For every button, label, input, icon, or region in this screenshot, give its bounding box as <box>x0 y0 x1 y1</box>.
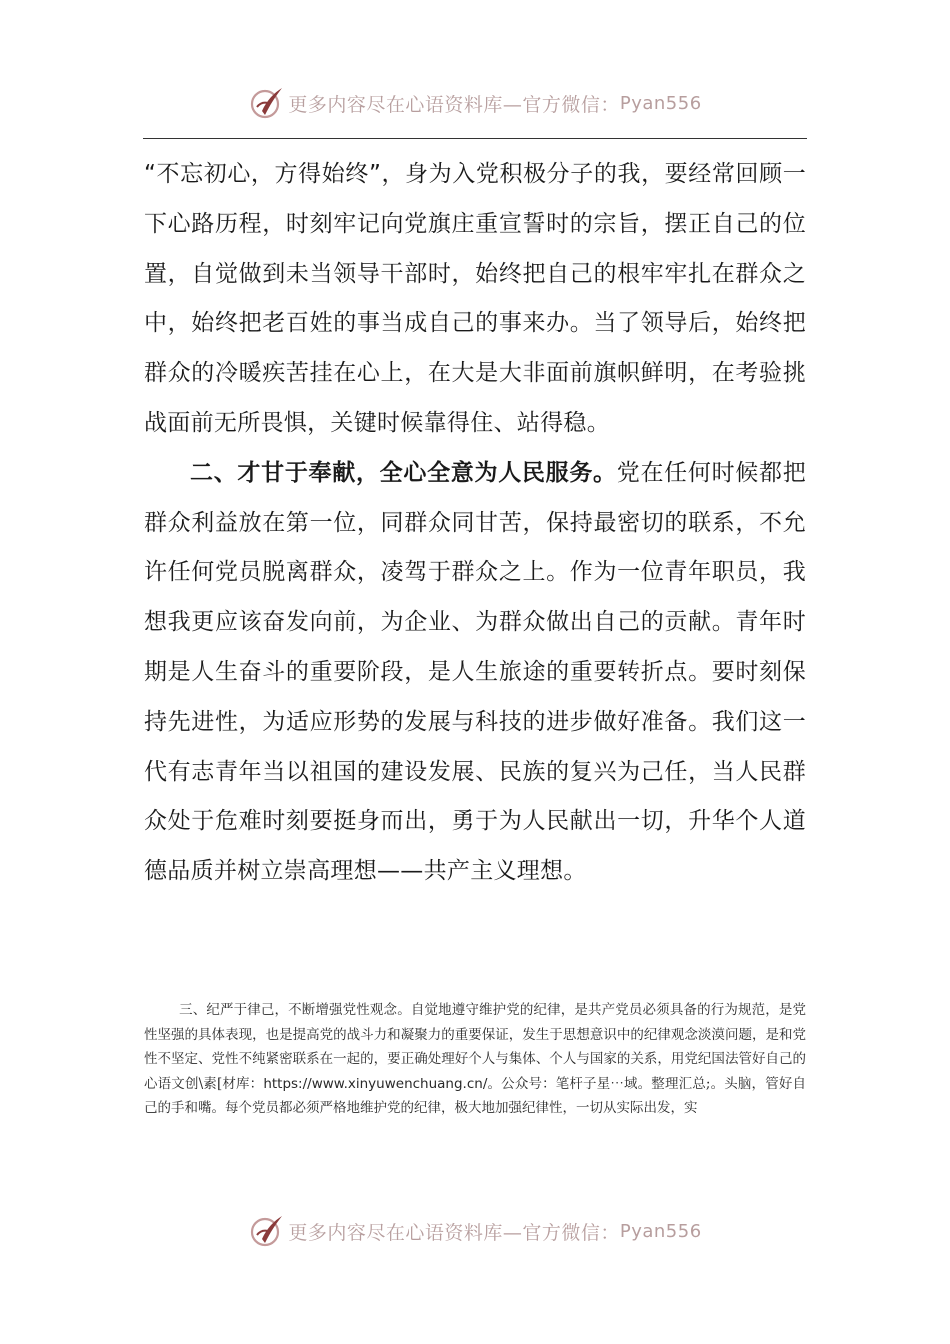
watermark-text: 更多内容尽在心语资料库—官方微信： <box>288 1221 620 1244</box>
quill-logo-icon <box>248 85 284 121</box>
paragraph-3-text-b: 。公众号：笔杆子星⋯域。整理汇总;。头脑，管好自己的手和嘴。每个党员都必须严格地维护党的纪律，极大地加强纪律性，一切从实际出发，实 <box>144 1075 806 1117</box>
section-2-heading: 二、才甘于奉献，全心全意为人民服务。 <box>190 459 617 486</box>
paragraph-3-small <box>144 998 806 1121</box>
paragraph-1: “不忘初心，方得始终”，身为入党积极分子的我，要经常回顾一下心路历程，时刻牢记向党旗庄重宣誓时的宗旨，摆正自己的位置，自觉做到未当领导干部时，始终把自己的根牢牢扎在群众之中，始终把老百姓的事当成自己的事来办。当了领导后，始终把群众的冷暖疾苦挂在心上，在大是大非面前旗帜鲜明，在考验挑战面前无所畏惧，关键时候靠得住、站得稳。 <box>144 161 806 436</box>
watermark-wechat-id: Pyan556 <box>619 92 702 114</box>
watermark-wechat-id: Pyan556 <box>619 1220 702 1242</box>
source-url: https://www.xinyuwenchuang.cn/ <box>263 1075 488 1092</box>
paragraph-3-text-a: 三、纪严于律己，不断增强党性观念。自觉地遵守维护党的纪律，是共产党员必须具备的行为规范，是党性坚强的具体表现，也是提高党的战斗力和凝聚力的重要保证，发生于思想意识中的纪律观念淡漠问题，是和党性不坚定、党性不纯紧密联系在一起的，要正确处理好个人与集体、个人与国家的关系，用党纪国法管好自己的心语文创\素[材库： <box>144 1002 806 1092</box>
document-body <box>144 150 806 897</box>
header-divider <box>143 138 807 139</box>
footer-watermark <box>0 1208 950 1254</box>
watermark-text: 更多内容尽在心语资料库—官方微信： <box>288 93 620 116</box>
header-watermark <box>0 80 950 126</box>
paragraph-2-text: 党在任何时候都把群众利益放在第一位，同群众同甘苦，保持最密切的联系，不允许任何党员脱离群众，凌驾于群众之上。作为一位青年职员，我想我更应该奋发向前，为企业、为群众做出自己的贡献。青年时期是人生奋斗的重要阶段，是人生旅途的重要转折点。要时刻保持先进性，为适应形势的发展与科技的进步做好准备。我们这一代有志青年当以祖国的建设发展、民族的复兴为己任，当人民群众处于危难时刻要挺身而出，勇于为人民献出一切，升华个人道德品质并树立崇高理想——共产主义理想。 <box>144 459 807 885</box>
paragraph-2 <box>144 449 806 897</box>
quill-logo-icon <box>248 1213 284 1249</box>
